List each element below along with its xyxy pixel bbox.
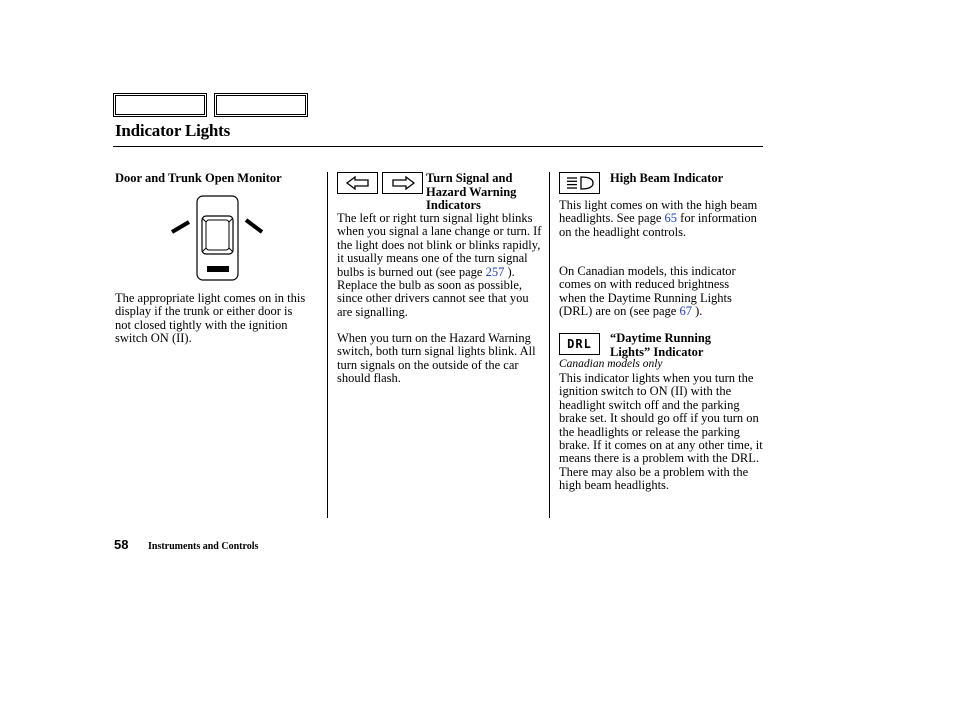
turn-signal-heading-line-3: Indicators <box>426 198 481 212</box>
drl-body: This indicator lights when you turn the ignition switch to ON (II) with the headlight switch off and the parking brake set. It should go off if you turn on the headlights or release the parking brake. If it comes on at any other time, it means there is a problem with the DRL. There may also be a problem with the high beam headlights. <box>559 371 763 493</box>
canadian-text-b: ). <box>691 304 703 319</box>
turn-signal-heading <box>426 172 544 213</box>
page-link-257[interactable]: 257 <box>485 264 505 279</box>
drl-heading-line-1: “Daytime Running <box>610 331 712 345</box>
turn-signal-body <box>337 212 543 319</box>
high-beam-indicator-box <box>559 172 600 194</box>
right-turn-indicator-box <box>382 172 423 194</box>
car-door-monitor-icon <box>168 194 268 282</box>
turn-signal-heading-line-2: Hazard Warning <box>426 184 517 199</box>
header-tab-box-2 <box>214 93 308 117</box>
canadian-high-beam-body <box>559 265 759 319</box>
column-divider-1 <box>327 172 328 518</box>
turn-signal-heading-line-1: Turn Signal and <box>426 171 513 185</box>
drl-heading-line-2: Lights” Indicator <box>610 344 704 359</box>
high-beam-text-b: for information on the headlight controls. <box>559 211 757 239</box>
drl-indicator-box <box>559 333 600 355</box>
section-name: Instruments and Controls <box>148 541 259 552</box>
left-turn-indicator-box <box>337 172 378 194</box>
turn-signal-text-a: The left or right turn signal light blinks when you signal a lane change or turn. If the light does not blink or blinks rapidly, it usually means one of the turn signal bulbs is burned out (see page <box>337 211 542 279</box>
header-tab-box-1 <box>113 93 207 117</box>
left-arrow-icon <box>345 175 371 191</box>
title-rule <box>113 146 763 147</box>
drl-heading <box>610 332 711 359</box>
page-link-67[interactable]: 67 <box>679 304 692 319</box>
high-beam-heading: High Beam Indicator <box>610 171 724 185</box>
high-beam-body <box>559 199 759 239</box>
high-beam-text-a: This light comes on with the high beam headlights. See page <box>559 198 758 226</box>
page-link-65[interactable]: 65 <box>664 211 678 226</box>
drl-icon: DRL <box>567 337 592 351</box>
turn-signal-text-b: ). Replace the bulb as soon as possible, since other drivers cannot see that you are signalling. <box>337 264 529 319</box>
high-beam-icon <box>565 175 595 191</box>
right-arrow-icon <box>390 175 416 191</box>
door-trunk-heading: Door and Trunk Open Monitor <box>115 171 282 185</box>
canadian-text-a: On Canadian models, this indicator comes on with reduced brightness when the Daytime Running Lights (DRL) are on (see page <box>559 264 736 319</box>
column-divider-2 <box>549 172 550 518</box>
hazard-warning-body: When you turn on the Hazard Warning switch, both turn signal lights blink. All turn signals on the outside of the car should flash. <box>337 331 536 386</box>
drl-note: Canadian models only <box>559 358 663 370</box>
page-title: Indicator Lights <box>115 121 231 140</box>
page-number: 58 <box>114 537 129 552</box>
door-trunk-body: The appropriate light comes on in this display if the trunk or either door is not closed tightly with the ignition switch ON (II). <box>115 291 306 346</box>
